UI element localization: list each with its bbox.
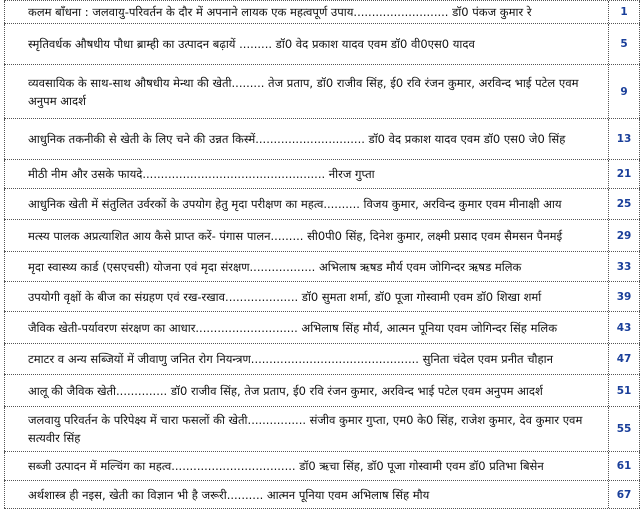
toc-entry[interactable] <box>4 252 640 282</box>
toc-entry-page[interactable]: 9 <box>609 65 640 118</box>
toc-entry[interactable] <box>4 312 640 344</box>
toc-entry-page[interactable]: 33 <box>609 252 640 281</box>
toc-entry[interactable] <box>4 220 640 252</box>
toc-entry-title: मृदा स्वास्थ्य कार्ड (एसएचसी) योजना एवं मृदा संरक्षण.................. अभिलाष ऋषड मौर्य एवम जोगिन्दर ऋषड मलिक <box>4 252 609 281</box>
toc-entry[interactable] <box>4 407 640 452</box>
toc-entry-title: उपयोगी वृक्षों के बीज का संग्रहण एवं रख-रखाव.................... डॉ0 सुमता शर्मा, डॉ0 पूजा गोस्वामी एवम डॉ0 शिखा शर्मा <box>4 282 609 311</box>
toc-entry-page[interactable]: 29 <box>609 220 640 251</box>
toc-entry[interactable] <box>4 160 640 189</box>
toc-entry-title: आधुनिक तकनीकी से खेती के लिए चने की उन्नत किस्में.............................. डॉ0 वेद प्रकाश यादव एवम डॉ0 एस0 जे0 सिंह <box>4 119 609 159</box>
toc-entry-title: जैविक खेती-पर्यावरण संरक्षण का आधार............................ अभिलाष सिंह मौर्य, आत्मन पूनिया एवम जोगिन्दर सिंह मलिक <box>4 312 609 343</box>
toc-entry[interactable] <box>4 452 640 481</box>
toc-entry[interactable] <box>4 24 640 65</box>
toc-entry[interactable] <box>4 344 640 375</box>
toc-entry[interactable] <box>4 375 640 407</box>
toc-entry-title: अर्थशास्त्र ही नइस, खेती का विज्ञान भी है जरूरी.......... आत्मन पूनिया एवम अभिलाष सिंह मौय <box>4 481 609 508</box>
toc-entry-title: स्मृतिवर्धक औषधीय पौधा ब्राम्ही का उत्पादन बढ़ायें ......... डॉ0 वेद प्रकाश यादव एवम डॉ0 वी0एस0 यादव <box>4 24 609 64</box>
toc-entry-title: व्यवसायिक के साथ-साथ औषधीय मेन्था की खेती......... तेज प्रताप, डॉ0 राजीव सिंह, ई0 रवि रंजन कुमार, अरविन्द भाई पटेल एवम अनुपम आदर्श <box>4 65 609 118</box>
toc-entry-page[interactable]: 55 <box>609 407 640 451</box>
toc-entry-page[interactable]: 13 <box>609 119 640 159</box>
toc-entry[interactable] <box>4 282 640 312</box>
toc-entry[interactable] <box>4 189 640 220</box>
toc-entry-title: मीठी नीम और उसके फायदे.................................................. नीरज गुप्ता <box>4 160 609 188</box>
toc-entry-page[interactable]: 5 <box>609 24 640 64</box>
toc-entry[interactable] <box>4 481 640 509</box>
toc-entry-page[interactable]: 51 <box>609 375 640 406</box>
toc-entry-page[interactable]: 25 <box>609 189 640 219</box>
toc-entry-title: टमाटर व अन्य सब्जियों में जीवाणु जनित रोग नियन्त्रण.............................................. सुनिता चंदेल एवम प्रनीत चौहान <box>4 344 609 374</box>
toc-entry-title: आलू की जैविक खेती.............. डॉ0 राजीव सिंह, तेज प्रताप, ई0 रवि रंजन कुमार, अरविन्द भाई पटेल एवम अनुपम आदर्श <box>4 375 609 406</box>
toc-entry-page[interactable]: 21 <box>609 160 640 188</box>
toc-entry-title: आधुनिक खेती में संतुलित उर्वरकों के उपयोग हेतु मृदा परीक्षण का महत्व.......... विजय कुमार, अरविन्द कुमार एवम मीनाक्षी आय <box>4 189 609 219</box>
toc-entry-title: मत्स्य पालक अप्रत्याशित आय कैसे प्राप्त करें- पंगास पालन......... सी0पी0 सिंह, दिनेश कुमार, लक्ष्मी प्रसाद एवम सैमसन पैनमई <box>4 220 609 251</box>
toc-entry-page[interactable]: 47 <box>609 344 640 374</box>
toc-entry-page[interactable]: 43 <box>609 312 640 343</box>
table-of-contents <box>4 0 640 509</box>
toc-entry-page[interactable]: 67 <box>609 481 640 508</box>
toc-entry[interactable] <box>4 119 640 160</box>
toc-entry-page[interactable]: 61 <box>609 452 640 480</box>
toc-entry-page[interactable]: 1 <box>609 1 640 23</box>
toc-entry-title: सब्जी उत्पादन में मल्चिंग का महत्व.................................. डॉ0 ऋचा सिंह, डॉ0 पूजा गोस्वामी एवम डॉ0 प्रतिभा बिसेन <box>4 452 609 480</box>
toc-entry[interactable] <box>4 65 640 119</box>
toc-entry-page[interactable]: 39 <box>609 282 640 311</box>
toc-entry[interactable] <box>4 1 640 24</box>
toc-entry-title: कलम बाँधना : जलवायु-परिवर्तन के दौर में अपनाने लायक एक महत्वपूर्ण उपाय.......................... डॉ0 पंकज कुमार रे <box>4 1 609 23</box>
toc-entry-title: जलवायु परिवर्तन के परिपेक्ष्य में चारा फसलों की खेती................ संजीव कुमार गुप्ता, एम0 के0 सिंह, राजेश कुमार, देव कुमार एवम सत्यवीर सिंह <box>4 407 609 451</box>
